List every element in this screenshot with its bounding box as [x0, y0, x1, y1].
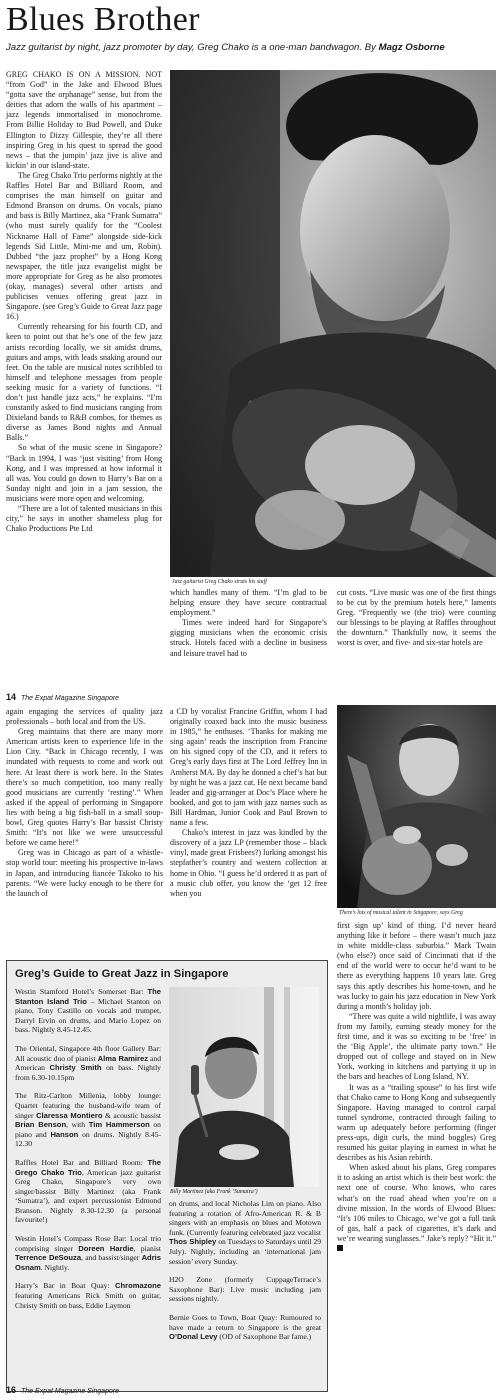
- page-number: 14: [6, 692, 17, 702]
- singer-photo-image: [169, 987, 319, 1187]
- venue-text: Harry’s Bar in Boat Quay:: [15, 1281, 115, 1291]
- venue-text: H2O Zone (formerly CuppageTerrace’s Saxophone Bar): Live music including jam sessions nightly.: [169, 1275, 321, 1304]
- article-column-1: [6, 707, 163, 953]
- article-column-2: [170, 707, 327, 953]
- venue-text: & acoustic bassist: [102, 1110, 162, 1120]
- magazine-name: The Expat Magazine Singapore: [21, 1388, 120, 1395]
- paragraph: So what of the music scene in Singapore? “Back in 1994, I was ‘just visiting’ from Hong Kong, and I was impressed at how informal it all was. You could go down to Harry’s Bar on a Sunday night and join in a jam session, the musicians were more open and welcoming.: [6, 443, 162, 503]
- venue-text: on piano and: [15, 1120, 161, 1139]
- venue-text: , American jazz guitarist Greg Chako, Singapore’s very own singer/bassist Billy Martinez (aka Frank ‘Sumatra’), and expert percussionist Edmond Branson. Nightly 8.30-12.30 (a personal favourite!): [15, 1167, 161, 1225]
- venue-text: on drums, and local Nicholas Lim on piano. Also featuring a rotation of Afro-American R. & B singers with an emphasis on blues and Motown funk. (Currently featuring celebrated jazz vocalist: [169, 1199, 321, 1237]
- photo-caption: Jazz guitarist Greg Chako struts his stuff: [172, 579, 267, 585]
- venue-text: featuring Americans Rick Smith on guitar, Christy Smith on bass, Eddie Laymon: [15, 1291, 161, 1310]
- magazine-page-16: [0, 705, 500, 1398]
- venue-text: , and bassist/singer: [81, 1253, 142, 1263]
- performer-name: The Stanton Island Trio: [15, 987, 161, 1006]
- paragraph: Chako’s interest in jazz was kindled by the discovery of a jazz LP (remember those – black vinyl, made great Frisbees?) lurking amongst his stepfather’s country and western collection at home in Ohio. “I guess he’d ordered it as part of a music club offer, you know the ‘get 12 free when you: [170, 828, 327, 898]
- guitarist-photo-image: [170, 70, 496, 577]
- performer-name: Adris Osnam: [15, 1253, 161, 1272]
- paragraph: cut costs. “Live music was one of the first things to be cut by the premium hotels here,” laments Greg. “Frequently we (the trio) were counting our blessings to be playing at Raffles throughout the downturn.” Thankfully now, it seems the worst is over, and five- and six-star hotels are: [337, 588, 496, 648]
- performer-name: Brian Benson: [15, 1120, 67, 1130]
- magazine-page-14: [0, 0, 500, 693]
- musician-photo-image: [337, 705, 496, 908]
- venue-text: (OD of Saxophone Bar fame.): [217, 1332, 312, 1342]
- paragraph: again engaging the services of quality jazz professionals – both local and from the US.: [6, 707, 163, 727]
- venue-entry: [15, 1158, 161, 1225]
- venue-text: The Oriental, Singapore 4th floor Gallery Bar: All acoustic duo of pianist: [15, 1043, 161, 1063]
- paragraph: a CD by vocalist Francine Griffin, whom I had originally coaxed back into the music business in 1985,” he enthuses. ‘Thanks for making me sing again’ reads the inscription from Francine on his signed copy of the CD, and it refers to Greg’s early days first at The Lord Jeffrey Inn in Amherst MA. By day he donned a chef’s hat but by night he was a jazz cat. He next became band leader and gig-arranger at Doc’s Place where he booked, and got to jam with jazz names such as Bill Hardman, Junior Cook and Paul Brown to name a few.: [170, 707, 327, 828]
- venue-entry: [15, 1091, 161, 1149]
- author-name: Magz Osborne: [378, 42, 445, 53]
- venue-entry: [15, 1044, 161, 1082]
- sidebar-title: Greg’s Guide to Great Jazz in Singapore: [15, 968, 229, 980]
- venue-entry: [169, 1199, 321, 1266]
- venue-entry: [169, 1275, 321, 1304]
- paragraph: Greg was in Chicago as part of a whistle-stop world tour: meeting his prospective in-laws in Japan, and introducing fiancée Takoko to his parents. “We were lucky enough to be there for the launch of: [6, 848, 163, 898]
- performer-name: Tim Hammerson: [88, 1120, 150, 1130]
- paragraph: “There was quite a wild nightlife, I was away from my family, earning steady money for the first time, and it was so exciting to be ‘free’ in the ‘Big Apple’, the ultimate party town.” He dropped out of college and stayed on in New York, working in kitchens and partying it up in the bars and beaches of Long Island, NY.: [337, 1011, 496, 1082]
- paragraph: first sign up’ kind of thing. I’d never heard anything like it before – there wasn’t much jazz in white middle-class suburbia.” Mark Twain (who else?) once said of Cincinnati that if the end of the world were to occur he’d want to be there as everything happens 10 years late. Greg says this aptly describes his home-town, and he was lucky to gain his jazz education in New York during a month’s holiday job.: [337, 921, 496, 1011]
- musician-photo: [337, 705, 496, 908]
- jazz-guide-sidebar: [6, 960, 328, 1392]
- guitarist-photo: [170, 70, 496, 577]
- singer-photo: [169, 987, 319, 1187]
- paragraph: The Greg Chako Trio performs nightly at the Raffles Hotel Bar and Billiard Room, and comprises the man himself on guitar and Edmond Branson on drums. On vocals, piano and bass is Billy Martinez, aka “Frank Sumatra” (who must surely qualify for the “Coolest Nickname Hall of Fame” alongside side-kick legends Sid Little, Mini-me and um, Robin). Dubbed “the jazz prophet” by a Hong Kong newspaper, the title jazz evangelist might be more appropriate for Greg as he also promotes (okay, manages) several other artists and publicises venues offering great jazz in Singapore. (see Greg’s Guide to Great Jazz page 16.): [6, 170, 162, 322]
- paragraph: When asked about his plans, Greg compares it to asking an artist which is their best work: the next one of course. Who knows, who cares what’s on the road ahead when you’re on a divine mission. In the words of Elwood Blues: “It’s 106 miles to Chicago, we’ve got a full tank of gas, half a pack of cigarettes, it’s dark and we’re wearing sunglasses.” Jake’s reply? “Hit it.”: [337, 1163, 496, 1254]
- venue-entry: [15, 1281, 161, 1310]
- venue-text: . Nightly.: [40, 1262, 70, 1272]
- performer-name: Thos Shipley: [169, 1237, 217, 1247]
- performer-name: Chromazone: [115, 1281, 161, 1291]
- performer-name: Alma Ramirez: [97, 1053, 149, 1063]
- article-column-3: [337, 921, 496, 1395]
- article-column-1: [6, 70, 162, 688]
- article-deck: [6, 42, 496, 54]
- venue-text: on drums. Nightly 8.45-12.30: [15, 1129, 161, 1149]
- page-footer-16: [6, 1386, 119, 1396]
- end-of-article-mark: [337, 1245, 343, 1251]
- performer-name: Terrence DeSouza: [15, 1253, 82, 1263]
- paragraph: GREG CHAKO IS ON A MISSION. NOT “from God” in the Jake and Elwood Blues “gotta save the orphanage” sense, but from the deities that adorn the walls of his apartment – jazz legends immortalised in monochrome. From Billie Holiday to Bud Powell, and Duke Ellington to Dizzy Gillespie, they’re all there inspiring Greg in his quest to spread the good news – that the jumpin’ jazz jive is alive and kickin’ in our island-state.: [6, 70, 162, 170]
- paragraph: “There are a lot of talented musicians in this city,” he says in another shameless plug for Chako Productions Pte Ltd: [6, 504, 162, 534]
- page-number: 16: [6, 1385, 17, 1395]
- performer-name: Hanson: [50, 1129, 79, 1139]
- venue-text: and American: [15, 1053, 161, 1073]
- photo-caption: There’s lots of musical talent in Singapore, says Greg: [339, 910, 463, 916]
- venue-entry: [15, 987, 161, 1035]
- paragraph: Times were indeed hard for Singapore’s gigging musicians when the economic crisis struck. Hotels faced with a decline in business and leisure travel had to: [170, 618, 327, 658]
- venue-text: on bass. Nightly from 6.30-10.15pm: [15, 1063, 161, 1082]
- venue-text: , pianist: [133, 1243, 161, 1253]
- paragraph: Currently rehearsing for his fourth CD, and keen to point out that he’s one of the few jazz artists recording locally, we sit amidst drums, guitars and amps, with leads snaking around our feet. On the table are musical notes scribbled to himself and telephone messages from people seeking music for a variety of functions. “I don’t just handle jazz acts,” he explains. “I’m constantly asked to find musicians ranging from Dixieland bands to R&B combos, for themes as diverse as James Bond nights and Annual Balls.”: [6, 322, 162, 443]
- performer-name: Claressa Montiero: [36, 1110, 103, 1120]
- performer-name: Christy Smith: [49, 1063, 102, 1073]
- venue-entry: [15, 1234, 161, 1272]
- performer-name: Doreen Hardie: [78, 1243, 134, 1253]
- venue-text: , with: [66, 1120, 89, 1130]
- article-title: Blues Brother: [6, 1, 200, 38]
- paragraph: which handles many of them. “I’m glad to be helping ensure they have secure contractual employment.”: [170, 588, 327, 618]
- performer-name: The Grego Chako Trio: [15, 1157, 161, 1177]
- paragraph: Greg maintains that there are many more American artists keen to experience life in the Lion City. “Back in Chicago recently, I was inundated with requests to come and work out here. At least there is work here. In the States there’s so much competition, too many really good musicians are currently ‘resting’.” When asked if the appeal of performing in Singapore lies with being a big fish-ball in a small soup-bowl, Greg quotes Harry’s Bar bassist Christy Smith: “It’s not like we were unsuccessful before we came here!”: [6, 727, 163, 848]
- article-column-3: [337, 588, 496, 688]
- sidebar-photo-caption: Billy Martinez (aka Frank ‘Sumatra’): [170, 1189, 258, 1195]
- venue-text: – Michael Stanton on piano, Tony Castillo on vocals and trumpet, Darryl Ervin on drums, and Mario Lopez on bass. Nightly 8.45-12.45.: [15, 996, 161, 1035]
- venue-text: Bernie Goes to Town, Boat Quay: Rumoured to have made a return to Singapore is the great: [169, 1312, 321, 1332]
- magazine-name: The Expat Magazine Singapore: [21, 695, 120, 702]
- performer-name: O’Donal Levy: [169, 1332, 218, 1342]
- venue-text: Westin Stamford Hotel’s Somerset Bar:: [15, 987, 148, 996]
- deck-text: Jazz guitarist by night, jazz promoter by day, Greg Chako is a one-man bandwagon. By: [6, 42, 379, 53]
- article-column-2: [170, 588, 327, 688]
- venue-entry: [169, 1313, 321, 1342]
- sidebar-column-1: [15, 987, 161, 1389]
- sidebar-column-2: [169, 1199, 321, 1389]
- venue-text: Raffles Hotel Bar and Billiard Room:: [15, 1157, 148, 1167]
- venue-text: Westin Hotel’s Compass Rose Bar: Local trio comprising singer: [15, 1234, 161, 1253]
- venue-text: on Tuesdays to Saturdays until 29 July). Nightly, including an ‘international jam session’ every Sunday.: [169, 1237, 321, 1266]
- page-footer-14: [6, 693, 119, 703]
- paragraph: It was as a “trailing spouse” to his first wife that Chako came to Hong Kong and subsequently Singapore. Having managed to control carpal tunnel syndrome, contracted through failing to warm up adequately before performing (finger press-ups, digit curls, the mind boggles) Greg resumed his guitar playing in earnest in what he describes as his Asian rebirth.: [337, 1082, 496, 1163]
- venue-text: The Ritz-Carlton Millenia, lobby lounge: Quartet featuring the husband-wife team of singer: [15, 1091, 161, 1120]
